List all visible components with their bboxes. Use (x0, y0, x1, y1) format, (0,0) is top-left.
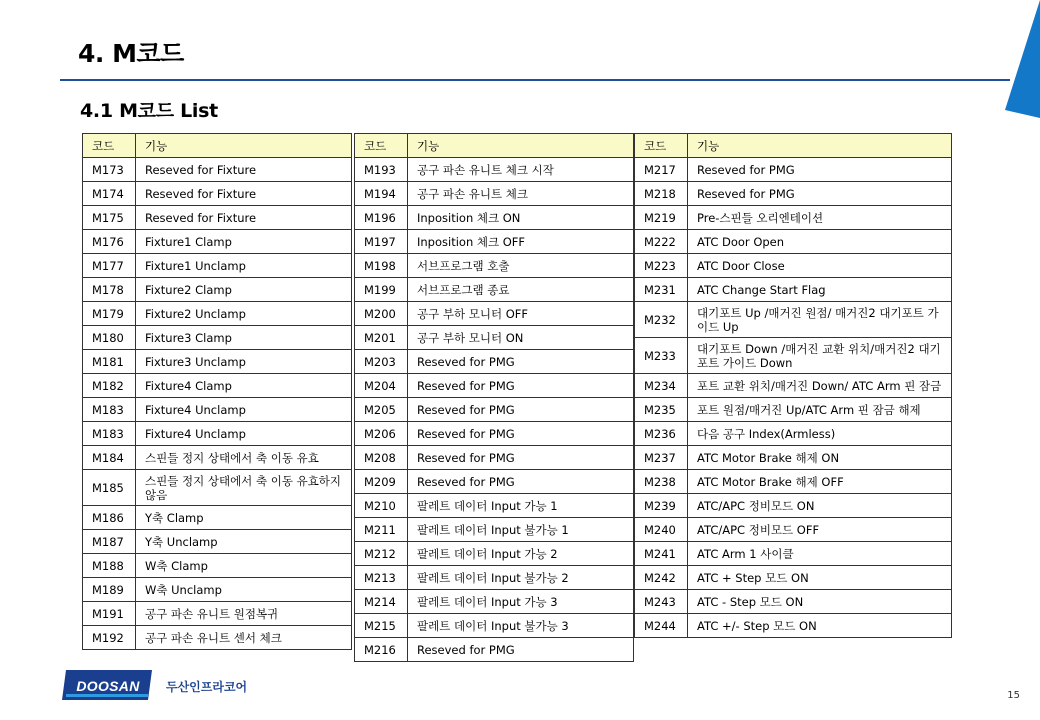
function-cell: 공구 부하 모니터 OFF (408, 302, 634, 326)
code-cell: M234 (635, 374, 688, 398)
table-row (635, 338, 952, 374)
table-row (83, 470, 352, 506)
function-cell: Reseved for PMG (688, 158, 952, 182)
code-cell: M242 (635, 566, 688, 590)
table-row (635, 422, 952, 446)
table-row (83, 602, 352, 626)
function-cell: Fixture3 Unclamp (136, 350, 352, 374)
function-cell: Reseved for PMG (408, 350, 634, 374)
code-cell: M217 (635, 158, 688, 182)
function-cell: Fixture2 Clamp (136, 278, 352, 302)
code-cell: M208 (355, 446, 408, 470)
table-row (83, 422, 352, 446)
code-cell: M239 (635, 494, 688, 518)
function-cell: Reseved for Fixture (136, 158, 352, 182)
code-cell: M175 (83, 206, 136, 230)
table-row (355, 494, 634, 518)
section-title: 4.1 M코드 List (80, 100, 218, 122)
function-cell: ATC/APC 정비모드 ON (688, 494, 952, 518)
table-row (355, 302, 634, 326)
function-cell: Fixture2 Unclamp (136, 302, 352, 326)
column-header-code: 코드 (355, 134, 408, 158)
code-cell: M194 (355, 182, 408, 206)
corner-decoration (1000, 0, 1040, 120)
function-cell: 팔레트 데이터 Input 가능 2 (408, 542, 634, 566)
function-cell: Reseved for Fixture (136, 206, 352, 230)
code-cell: M192 (83, 626, 136, 650)
code-cell: M198 (355, 254, 408, 278)
table-row (635, 542, 952, 566)
table-row (635, 518, 952, 542)
m-code-table-2 (354, 133, 634, 662)
function-cell: ATC Change Start Flag (688, 278, 952, 302)
code-cell: M211 (355, 518, 408, 542)
table-row (355, 254, 634, 278)
table-row (635, 374, 952, 398)
function-cell: Reseved for PMG (408, 638, 634, 662)
table-row (83, 374, 352, 398)
code-cell: M203 (355, 350, 408, 374)
table-row (355, 446, 634, 470)
function-cell: 팔레트 데이터 Input 불가능 1 (408, 518, 634, 542)
code-cell: M173 (83, 158, 136, 182)
page-number: 15 (1007, 690, 1020, 701)
function-cell: Reseved for PMG (408, 470, 634, 494)
column-header-function: 기능 (408, 134, 634, 158)
function-cell: W축 Unclamp (136, 578, 352, 602)
code-cell: M183 (83, 398, 136, 422)
function-cell: ATC/APC 정비모드 OFF (688, 518, 952, 542)
table-row (83, 398, 352, 422)
table-row (635, 254, 952, 278)
table-row (355, 350, 634, 374)
table-row (83, 182, 352, 206)
table-row (83, 626, 352, 650)
code-cell: M233 (635, 338, 688, 374)
m-code-table-1 (82, 133, 352, 650)
table-row (355, 398, 634, 422)
function-cell: 공구 파손 유니트 센서 체크 (136, 626, 352, 650)
table-row (635, 614, 952, 638)
table-row (635, 158, 952, 182)
code-cell: M235 (635, 398, 688, 422)
function-cell: 대기포트 Up /매거진 원점/ 매거진2 대기포트 가이드 Up (688, 302, 952, 338)
function-cell: 서브프로그램 종료 (408, 278, 634, 302)
code-cell: M243 (635, 590, 688, 614)
function-cell: Fixture1 Unclamp (136, 254, 352, 278)
function-cell: Inposition 체크 ON (408, 206, 634, 230)
function-cell: Fixture4 Clamp (136, 374, 352, 398)
code-cell: M193 (355, 158, 408, 182)
function-cell: Reseved for PMG (408, 374, 634, 398)
code-cell: M215 (355, 614, 408, 638)
code-cell: M186 (83, 506, 136, 530)
column-header-function: 기능 (688, 134, 952, 158)
table-row (83, 158, 352, 182)
function-cell: Y축 Clamp (136, 506, 352, 530)
function-cell: Reseved for PMG (408, 398, 634, 422)
function-cell: Fixture4 Unclamp (136, 398, 352, 422)
table-row (83, 326, 352, 350)
code-cell: M218 (635, 182, 688, 206)
function-cell: 스핀들 정지 상태에서 축 이동 유효 (136, 446, 352, 470)
code-cell: M222 (635, 230, 688, 254)
code-cell: M214 (355, 590, 408, 614)
table-row (635, 566, 952, 590)
function-cell: 팔레트 데이터 Input 가능 3 (408, 590, 634, 614)
function-cell: 포트 교환 위치/매거진 Down/ ATC Arm 핀 잠금 (688, 374, 952, 398)
code-cell: M178 (83, 278, 136, 302)
function-cell: 대기포트 Down /매거진 교환 위치/매거진2 대기포트 가이드 Down (688, 338, 952, 374)
table-row (355, 230, 634, 254)
function-cell: ATC Door Open (688, 230, 952, 254)
function-cell: W축 Clamp (136, 554, 352, 578)
company-name: 두산인프라코어 (166, 680, 248, 694)
table-row (355, 590, 634, 614)
function-cell: Fixture4 Unclamp (136, 422, 352, 446)
table-row (83, 278, 352, 302)
table-row (635, 398, 952, 422)
title-divider (60, 79, 1010, 81)
code-cell: M238 (635, 470, 688, 494)
function-cell: Reseved for Fixture (136, 182, 352, 206)
function-cell: ATC Arm 1 사이클 (688, 542, 952, 566)
function-cell: 팔레트 데이터 Input 가능 1 (408, 494, 634, 518)
function-cell: Pre-스핀들 오리엔테이션 (688, 206, 952, 230)
function-cell: 팔레트 데이터 Input 불가능 3 (408, 614, 634, 638)
code-cell: M199 (355, 278, 408, 302)
function-cell: Reseved for PMG (408, 446, 634, 470)
table-row (83, 254, 352, 278)
function-cell: ATC + Step 모드 ON (688, 566, 952, 590)
code-cell: M200 (355, 302, 408, 326)
table-row (635, 302, 952, 338)
code-cell: M187 (83, 530, 136, 554)
table-row (355, 422, 634, 446)
table-row (83, 530, 352, 554)
logo-text: DOOSAN (76, 678, 140, 694)
code-cell: M185 (83, 470, 136, 506)
code-cell: M196 (355, 206, 408, 230)
code-cell: M212 (355, 542, 408, 566)
column-header-code: 코드 (83, 134, 136, 158)
table-row (635, 470, 952, 494)
table-row (355, 326, 634, 350)
table-row (355, 374, 634, 398)
function-cell: ATC - Step 모드 ON (688, 590, 952, 614)
code-cell: M209 (355, 470, 408, 494)
code-cell: M181 (83, 350, 136, 374)
code-cell: M176 (83, 230, 136, 254)
code-cell: M191 (83, 602, 136, 626)
code-cell: M182 (83, 374, 136, 398)
table-row (355, 542, 634, 566)
code-cell: M184 (83, 446, 136, 470)
table-row (635, 494, 952, 518)
code-cell: M236 (635, 422, 688, 446)
table-row (355, 158, 634, 182)
code-cell: M231 (635, 278, 688, 302)
function-cell: Fixture1 Clamp (136, 230, 352, 254)
code-cell: M216 (355, 638, 408, 662)
code-cell: M205 (355, 398, 408, 422)
function-cell: 공구 부하 모니터 ON (408, 326, 634, 350)
function-cell: Reseved for PMG (408, 422, 634, 446)
table-row (635, 206, 952, 230)
code-cell: M189 (83, 578, 136, 602)
table-row (635, 230, 952, 254)
function-cell: ATC Motor Brake 해제 OFF (688, 470, 952, 494)
table-row (355, 206, 634, 230)
code-cell: M223 (635, 254, 688, 278)
table-row (635, 590, 952, 614)
page-title: 4. M코드 (78, 39, 184, 68)
table-row (83, 206, 352, 230)
function-cell: 포트 원점/매거진 Up/ATC Arm 핀 잠금 해제 (688, 398, 952, 422)
function-cell: ATC Door Close (688, 254, 952, 278)
function-cell: ATC +/- Step 모드 ON (688, 614, 952, 638)
table-row (83, 506, 352, 530)
code-cell: M219 (635, 206, 688, 230)
function-cell: 공구 파손 유니트 원점복귀 (136, 602, 352, 626)
code-cell: M244 (635, 614, 688, 638)
table-row (635, 446, 952, 470)
table-row (83, 578, 352, 602)
code-cell: M197 (355, 230, 408, 254)
function-cell: 공구 파손 유니트 체크 (408, 182, 634, 206)
function-cell: 공구 파손 유니트 체크 시작 (408, 158, 634, 182)
table-row (635, 182, 952, 206)
function-cell: Reseved for PMG (688, 182, 952, 206)
table-row (355, 638, 634, 662)
function-cell: 팔레트 데이터 Input 불가능 2 (408, 566, 634, 590)
function-cell: 스핀들 정지 상태에서 축 이동 유효하지 않음 (136, 470, 352, 506)
code-cell: M241 (635, 542, 688, 566)
column-header-code: 코드 (635, 134, 688, 158)
table-row (355, 566, 634, 590)
function-cell: ATC Motor Brake 해제 ON (688, 446, 952, 470)
column-header-function: 기능 (136, 134, 352, 158)
table-row (355, 182, 634, 206)
table-row (83, 302, 352, 326)
code-cell: M237 (635, 446, 688, 470)
code-cell: M206 (355, 422, 408, 446)
function-cell: Y축 Unclamp (136, 530, 352, 554)
table-row (355, 470, 634, 494)
function-cell: Inposition 체크 OFF (408, 230, 634, 254)
code-cell: M177 (83, 254, 136, 278)
function-cell: Fixture3 Clamp (136, 326, 352, 350)
m-code-table-3 (634, 133, 952, 638)
code-cell: M210 (355, 494, 408, 518)
function-cell: 다음 공구 Index(Armless) (688, 422, 952, 446)
code-cell: M179 (83, 302, 136, 326)
table-row (83, 230, 352, 254)
table-row (83, 350, 352, 374)
code-cell: M180 (83, 326, 136, 350)
table-row (355, 278, 634, 302)
code-cell: M201 (355, 326, 408, 350)
code-cell: M232 (635, 302, 688, 338)
function-cell: 서브프로그램 호출 (408, 254, 634, 278)
code-cell: M183 (83, 422, 136, 446)
table-row (635, 278, 952, 302)
table-row (355, 614, 634, 638)
table-row (83, 554, 352, 578)
code-cell: M213 (355, 566, 408, 590)
table-row (355, 518, 634, 542)
code-cell: M204 (355, 374, 408, 398)
code-cell: M188 (83, 554, 136, 578)
code-cell: M174 (83, 182, 136, 206)
table-row (83, 446, 352, 470)
code-cell: M240 (635, 518, 688, 542)
